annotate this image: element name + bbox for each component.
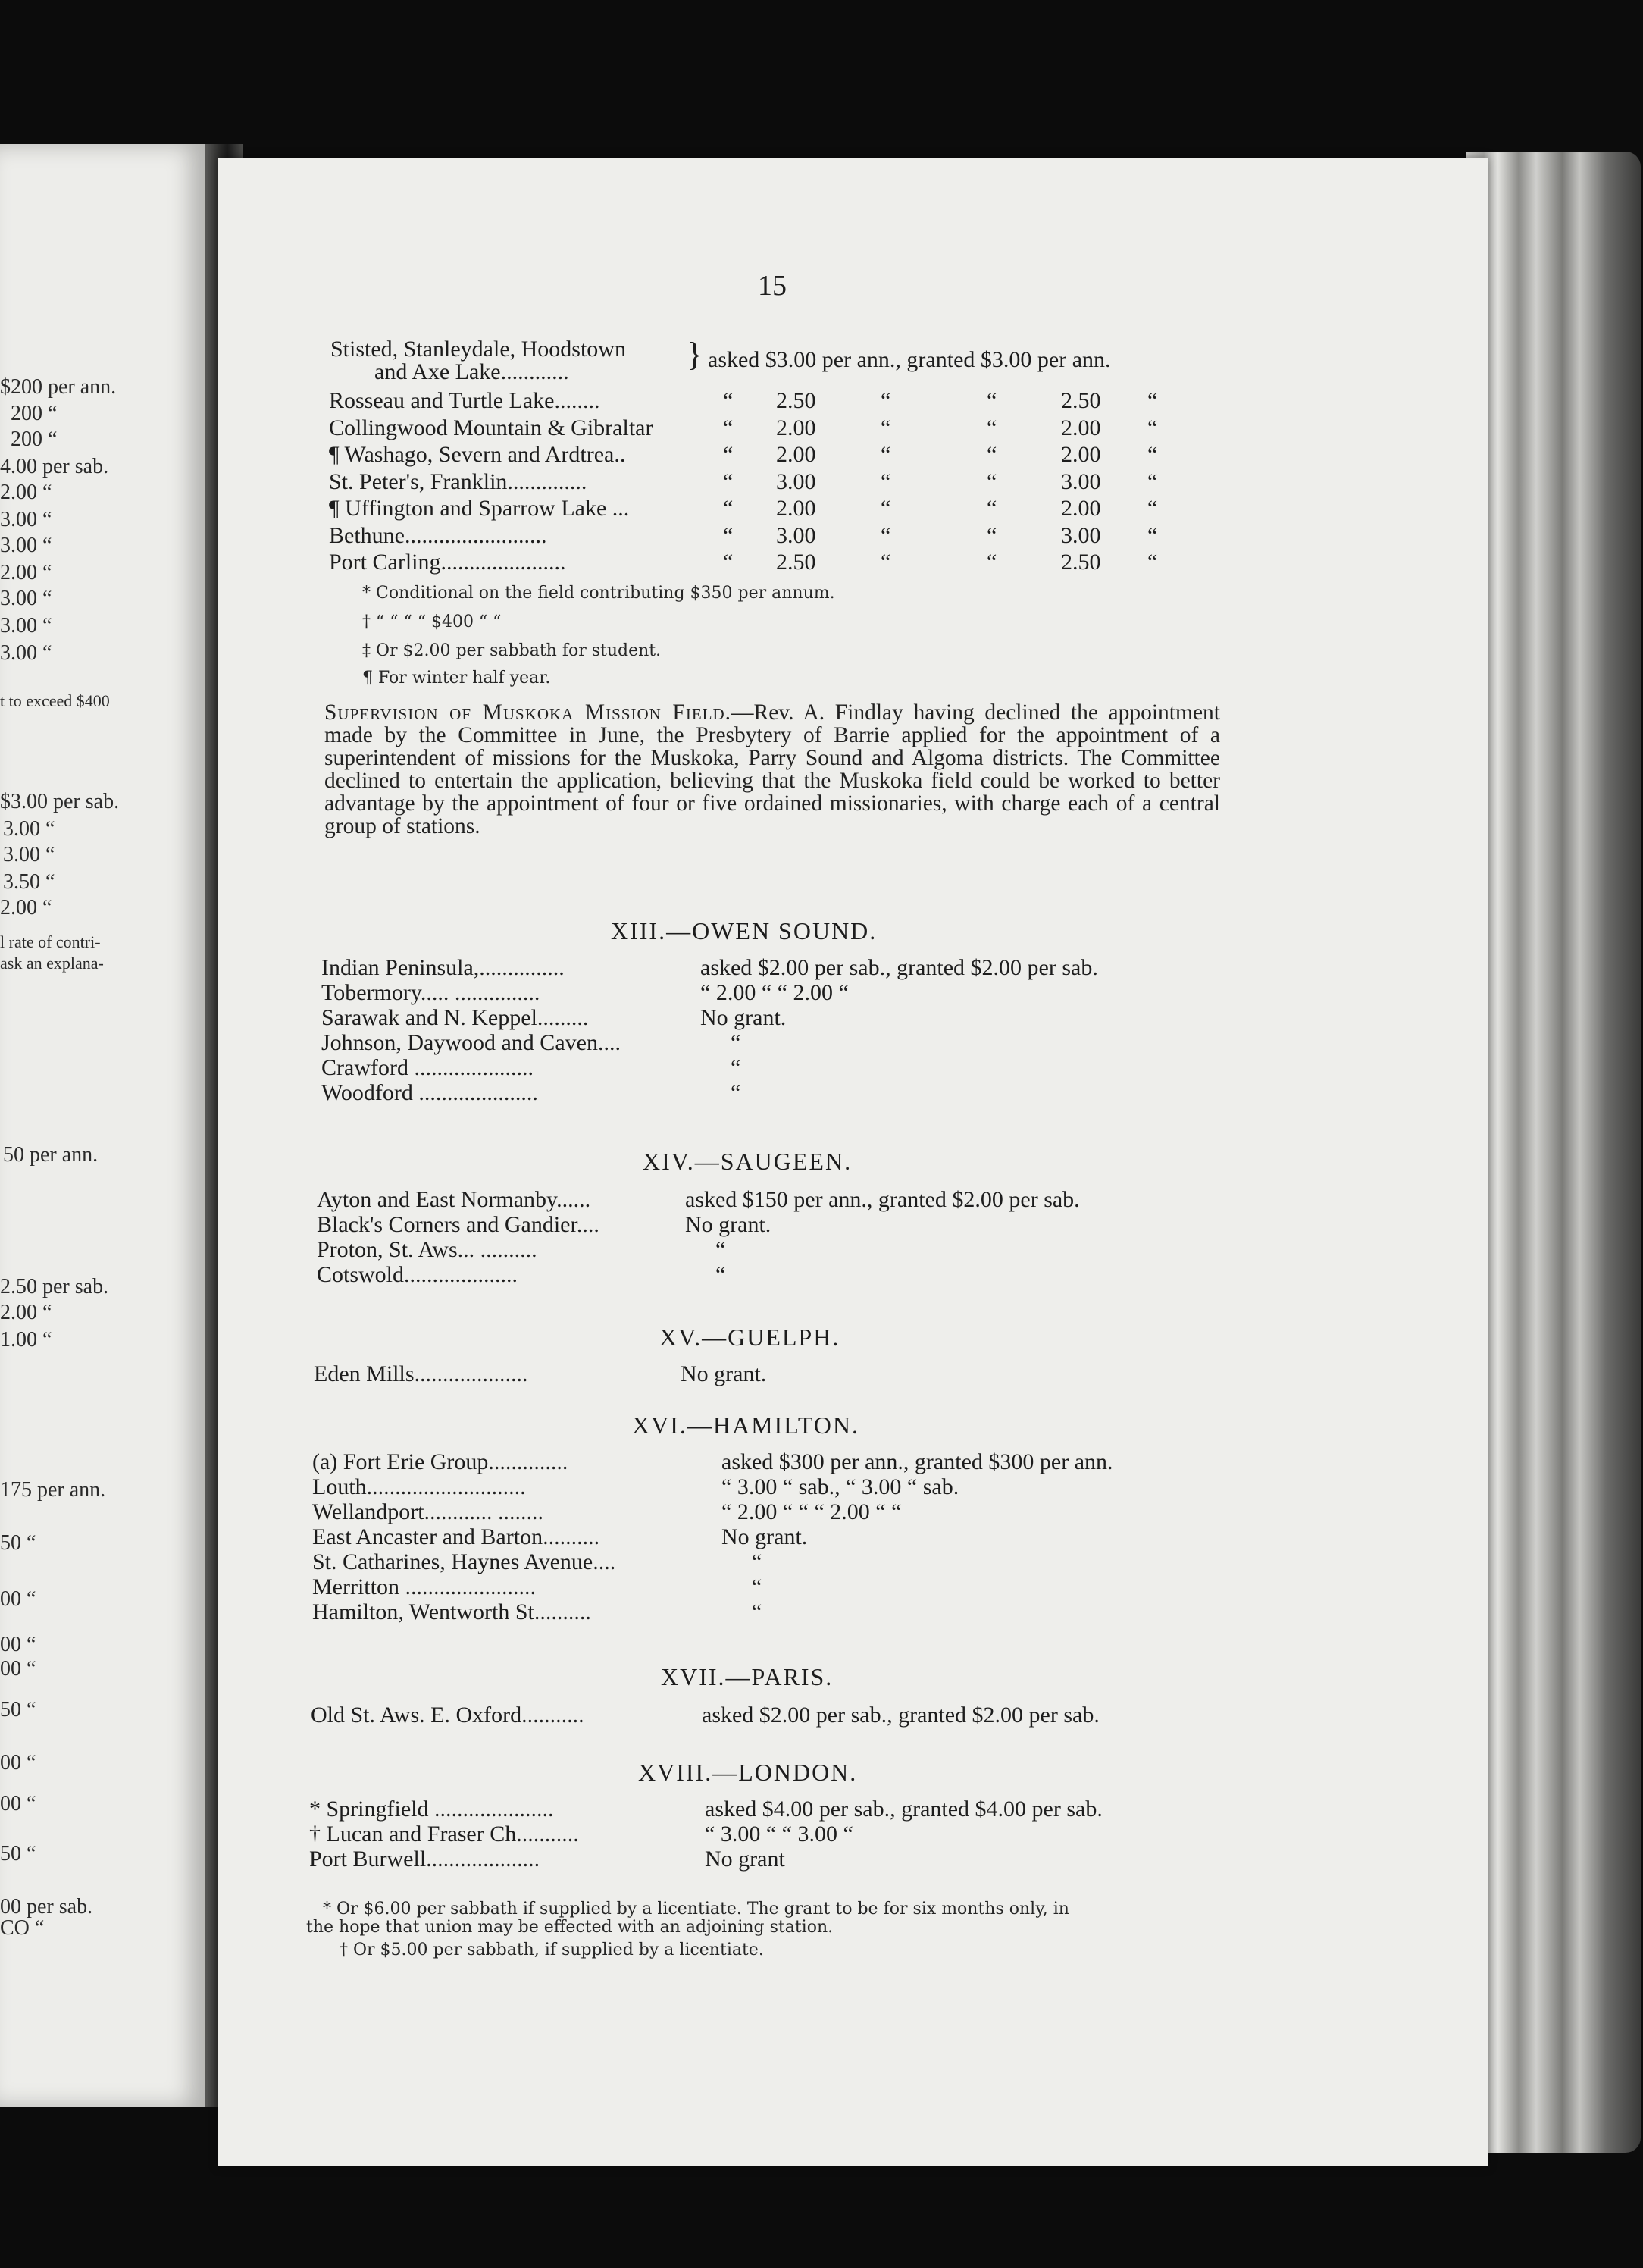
ditto-mark: “ (987, 496, 997, 521)
ditto-mark: “ (987, 415, 997, 440)
ditto-mark: “ (987, 469, 997, 494)
supervision-heading: Supervision of Muskoka Mission Field. (324, 700, 732, 725)
grant-terms: “ (715, 1262, 726, 1287)
previous-page-text: 3.00 “ (3, 843, 55, 866)
ditto-mark: “ (723, 550, 734, 575)
grant-terms: No grant. (721, 1524, 808, 1549)
table-row (317, 1187, 1241, 1214)
previous-page-text: 3.50 “ (3, 870, 55, 894)
section-heading-guelph: XV.—GUELPH. (659, 1324, 840, 1351)
previous-page-text: 1.00 “ (0, 1328, 52, 1352)
previous-page-text: 50 “ (0, 1842, 36, 1865)
previous-page-text: 50 “ (0, 1531, 36, 1555)
granted-amount: 2.50 (1061, 388, 1101, 413)
station-name: † Lucan and Fraser Ch........... (309, 1822, 579, 1847)
table-row (321, 1080, 1246, 1107)
previous-page-text: 3.00 “ (0, 614, 52, 637)
table-row (321, 1030, 1246, 1057)
ditto-mark: “ (723, 523, 734, 548)
supervision-paragraph (324, 701, 1220, 838)
previous-page-text: 4.00 per sab. (0, 455, 109, 478)
previous-page-text: 00 per sab. (0, 1895, 93, 1919)
grant-terms: “ (731, 1055, 741, 1080)
ditto-mark: “ (723, 442, 734, 467)
table-row (312, 1574, 1237, 1602)
previous-page-text: 3.00 “ (0, 641, 52, 665)
footnote: † “ “ “ “ $400 “ “ (362, 612, 502, 631)
station-name: St. Peter's, Franklin.............. (329, 469, 587, 494)
station-name: St. Catharines, Haynes Avenue.... (312, 1549, 616, 1574)
table-row (312, 1524, 1237, 1552)
section-heading-london: XVIII.—LONDON. (638, 1759, 858, 1786)
ditto-mark: “ (1147, 496, 1158, 521)
footnote: * Or $6.00 per sabbath if supplied by a licentiate. The grant to be for six months only, in (323, 1900, 1069, 1919)
grant-terms: “ 2.00 “ “ “ 2.00 “ “ (721, 1499, 902, 1524)
table-row (312, 1599, 1237, 1627)
station-name: East Ancaster and Barton.......... (312, 1524, 600, 1549)
table-row (329, 496, 1238, 523)
station-name: Wellandport............ ........ (312, 1499, 544, 1524)
ditto-mark: “ (987, 388, 997, 413)
table-row (329, 442, 1238, 469)
station-name: Proton, St. Aws... .......... (317, 1237, 537, 1262)
granted-amount: 2.00 (1061, 442, 1101, 467)
ditto-mark: “ (1147, 523, 1158, 548)
table-row (317, 1262, 1241, 1289)
table-row (321, 955, 1246, 982)
asked-amount: 2.00 (776, 442, 816, 467)
station-name: Cotswold.................... (317, 1262, 518, 1287)
ditto-mark: “ (1147, 442, 1158, 467)
grant-terms: “ (731, 1030, 741, 1055)
section-heading-saugeen: XIV.—SAUGEEN. (643, 1148, 853, 1175)
stisted-name: Stisted, Stanleydale, Hoodstown (330, 337, 626, 362)
table-row (309, 1847, 1234, 1874)
asked-amount: 3.00 (776, 523, 816, 548)
previous-page-text: 200 “ (11, 428, 58, 451)
station-name: Hamilton, Wentworth St.......... (312, 1599, 591, 1624)
station-name: Rosseau and Turtle Lake........ (329, 388, 600, 413)
previous-page-text: 2.50 per sab. (0, 1275, 109, 1298)
previous-page-text: 00 “ (0, 1587, 36, 1611)
station-name: ¶ Uffington and Sparrow Lake ... (329, 496, 630, 521)
ditto-mark: “ (881, 469, 891, 494)
section-heading-owen-sound: XIII.—OWEN SOUND. (611, 917, 878, 944)
ditto-mark: “ (987, 523, 997, 548)
previous-page-text: 2.00 “ (0, 1301, 52, 1324)
grant-terms: “ (752, 1574, 762, 1599)
previous-page-text: CO “ (0, 1916, 45, 1940)
ditto-mark: “ (881, 388, 891, 413)
table-row (317, 1212, 1241, 1239)
table-row (321, 1005, 1246, 1032)
previous-page-text: 2.00 “ (0, 481, 52, 504)
station-name: Old St. Aws. E. Oxford........... (311, 1703, 584, 1728)
ditto-mark: “ (881, 523, 891, 548)
previous-page-text: 50 “ (0, 1698, 36, 1721)
table-row (312, 1549, 1237, 1577)
section-heading-paris: XVII.—PARIS. (661, 1663, 834, 1690)
asked-amount: 3.00 (776, 469, 816, 494)
footnote: † Or $5.00 per sabbath, if supplied by a licentiate. (340, 1941, 764, 1959)
footnote: ‡ Or $2.00 per sabbath for student. (362, 641, 662, 660)
granted-amount: 3.00 (1061, 469, 1101, 494)
grant-terms: asked $4.00 per sab., granted $4.00 per sab. (705, 1797, 1103, 1822)
station-name: Sarawak and N. Keppel......... (321, 1005, 589, 1030)
ditto-mark: “ (723, 469, 734, 494)
station-name: Johnson, Daywood and Caven.... (321, 1030, 621, 1055)
asked-amount: 2.50 (776, 550, 816, 575)
table-row (309, 1797, 1234, 1824)
grant-terms: “ 3.00 “ sab., “ 3.00 “ sab. (721, 1474, 959, 1499)
table-row (312, 1449, 1237, 1477)
previous-page-text: 3.00 “ (0, 587, 52, 610)
stisted-terms: asked $3.00 per ann., granted $3.00 per ann. (708, 347, 1111, 372)
stisted-line2 (374, 359, 569, 387)
previous-page-text: 175 per ann. (0, 1478, 106, 1502)
grant-terms: No grant. (685, 1212, 771, 1237)
previous-page-text: $200 per ann. (0, 375, 117, 399)
table-row (312, 1474, 1237, 1502)
previous-page-text: 00 “ (0, 1657, 36, 1681)
ditto-mark: “ (987, 550, 997, 575)
asked-amount: 2.00 (776, 496, 816, 521)
station-name: Eden Mills.................... (314, 1361, 528, 1386)
supervision-text: —Rev. A. Findlay having declined the appointment made by the Committee in June, the Presbytery of Barrie applied for the appointment of a superintendent of missions for the Muskoka, Parry Sound and Algoma districts. The Committee declined to entertain the application, believing that the Muskoka field could be worked to better advantage by the appointment of four or five ordained missionaries, with charge each of a central group of stations. (324, 700, 1220, 838)
asked-amount: 2.00 (776, 415, 816, 440)
grant-terms: “ (715, 1237, 726, 1262)
ditto-mark: “ (881, 550, 891, 575)
granted-amount: 3.00 (1061, 523, 1101, 548)
station-name: Woodford ..................... (321, 1080, 538, 1105)
grant-terms: asked $300 per ann., granted $300 per ann. (721, 1449, 1113, 1474)
grant-terms: “ 3.00 “ “ 3.00 “ (705, 1822, 853, 1847)
station-name: ¶ Washago, Severn and Ardtrea.. (329, 442, 626, 467)
previous-page-text: $3.00 per sab. (0, 790, 120, 813)
previous-page-fragment (0, 144, 205, 2107)
previous-page-text: 3.00 “ (0, 534, 52, 557)
table-row (312, 1499, 1237, 1527)
stisted-name-cont: and Axe Lake............ (374, 359, 569, 384)
ditto-mark: “ (881, 496, 891, 521)
table-row (329, 550, 1238, 577)
granted-amount: 2.00 (1061, 415, 1101, 440)
previous-page-text: 2.00 “ (0, 896, 52, 919)
station-name: Ayton and East Normanby...... (317, 1187, 591, 1212)
ditto-mark: “ (881, 415, 891, 440)
table-row (329, 415, 1238, 443)
ditto-mark: “ (1147, 469, 1158, 494)
previous-page-text: 50 per ann. (3, 1143, 99, 1167)
grant-terms: “ (752, 1549, 762, 1574)
station-name: * Springfield ..................... (309, 1797, 554, 1822)
footnote: the hope that union may be effected with an adjoining station. (306, 1918, 834, 1937)
station-name: Merritton ....................... (312, 1574, 536, 1599)
grant-terms: No grant (705, 1847, 785, 1872)
table-row (317, 1237, 1241, 1264)
previous-page-text: 00 “ (0, 1751, 36, 1775)
ditto-mark: “ (1147, 388, 1158, 413)
station-name: Port Burwell.................... (309, 1847, 540, 1872)
previous-page-text: l rate of contri- (0, 932, 101, 951)
grant-terms: No grant. (700, 1005, 787, 1030)
ditto-mark: “ (987, 442, 997, 467)
previous-page-text: 00 “ (0, 1792, 36, 1815)
ditto-mark: “ (1147, 415, 1158, 440)
grant-terms: asked $2.00 per sab., granted $2.00 per sab. (702, 1703, 1100, 1728)
grant-terms: No grant. (681, 1361, 767, 1386)
previous-page-text: 00 “ (0, 1633, 36, 1656)
table-row (329, 469, 1238, 497)
table-row (329, 523, 1238, 550)
previous-page-text: 3.00 “ (0, 508, 52, 531)
station-name: Black's Corners and Gandier.... (317, 1212, 599, 1237)
page-number: 15 (758, 270, 787, 302)
ditto-mark: “ (723, 415, 734, 440)
previous-page-text: 3.00 “ (3, 817, 55, 841)
station-name: Collingwood Mountain & Gibraltar (329, 415, 653, 440)
station-name: Indian Peninsula,............... (321, 955, 565, 980)
grant-terms: “ (752, 1599, 762, 1624)
grant-terms: “ (731, 1080, 741, 1105)
stisted-brace: } (687, 336, 703, 373)
granted-amount: 2.00 (1061, 496, 1101, 521)
table-row (321, 1055, 1246, 1082)
table-row (321, 980, 1246, 1007)
station-name: Louth............................ (312, 1474, 526, 1499)
granted-amount: 2.50 (1061, 550, 1101, 575)
table-row (311, 1703, 1235, 1730)
station-name: Crawford ..................... (321, 1055, 534, 1080)
station-name: Port Carling...................... (329, 550, 566, 575)
ditto-mark: “ (881, 442, 891, 467)
grant-terms: asked $150 per ann., granted $2.00 per sab. (685, 1187, 1080, 1212)
grant-terms: asked $2.00 per sab., granted $2.00 per sab. (700, 955, 1098, 980)
ditto-mark: “ (723, 496, 734, 521)
grant-terms: “ 2.00 “ “ 2.00 “ (700, 980, 849, 1005)
table-row (309, 1822, 1234, 1849)
previous-page-text: 200 “ (11, 402, 58, 425)
station-name: (a) Fort Erie Group.............. (312, 1449, 568, 1474)
page-edges (1466, 152, 1641, 2153)
footnote: * Conditional on the field contributing $350 per annum. (362, 584, 835, 603)
table-row (314, 1361, 1238, 1389)
station-name: Bethune......................... (329, 523, 547, 548)
table-row (329, 388, 1238, 415)
ditto-mark: “ (723, 388, 734, 413)
footnote: ¶ For winter half year. (362, 669, 551, 688)
previous-page-text: 2.00 “ (0, 561, 52, 584)
asked-amount: 2.50 (776, 388, 816, 413)
ditto-mark: “ (1147, 550, 1158, 575)
previous-page-text: t to exceed $400 (0, 691, 110, 710)
previous-page-text: ask an explana- (0, 954, 104, 973)
section-heading-hamilton: XVI.—HAMILTON. (632, 1411, 859, 1439)
station-name: Tobermory..... ............... (321, 980, 540, 1005)
